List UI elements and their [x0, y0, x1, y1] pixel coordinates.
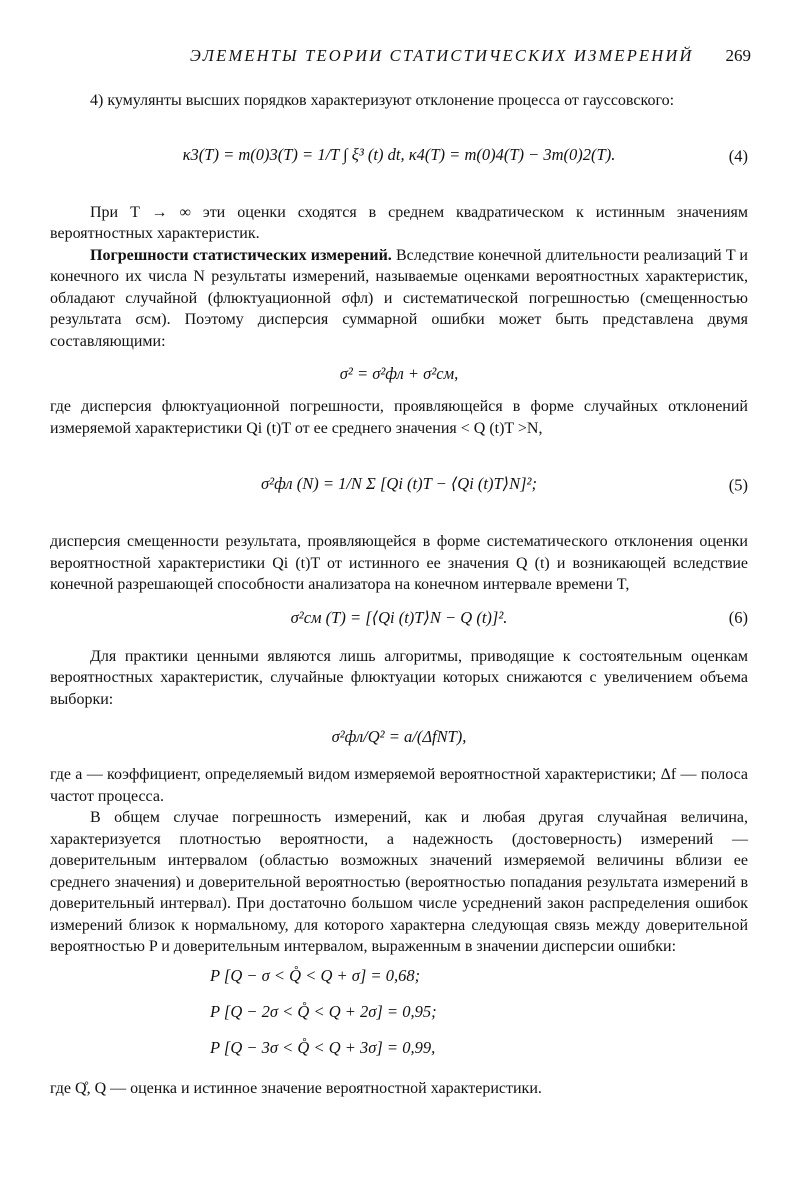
page-number: 269: [725, 46, 751, 65]
paragraph-estimate-definition: где Q̊, Q — оценка и истинное значение вероятностной характеристики.: [50, 1079, 542, 1097]
paragraph-bias-variance: дисперсия смещенности результата, проявляющейся в форме систематического отклонения оценки вероятностной характеристики Qi (t)T от истинного ее значения Q (t) и возникающей вследствие конечной разрешающей способности анализатора на конечном интервале времени T,: [50, 533, 748, 593]
formula-total-variance: σ² = σ²фл + σ²см,: [339, 364, 459, 383]
formula-4-number: (4): [728, 145, 748, 165]
paragraph-fluct-variance: где дисперсия флюктуационной погрешности, проявляющейся в форме случайных отклонений измеряемой характеристики Qi (t)T от ее среднего значения < Q (t)T >N,: [50, 398, 748, 437]
section-heading-errors: Погрешности статистических измерений.: [90, 246, 392, 264]
paragraph-coefficient: где a — коэффициент, определяемый видом измеряемой вероятностной характеристики; Δf — полоса частот процесса.: [50, 766, 748, 805]
paragraph-convergence: При T → ∞ эти оценки сходятся в среднем квадратическом к истинным значениям вероятностных характеристик.: [50, 203, 748, 242]
paragraph-errors: [50, 245, 748, 353]
probability-2sigma: P [Q − 2σ < Q̊ < Q + 2σ] = 0,95;: [210, 1001, 437, 1021]
formula-5-expression: σ²фл (N) = 1/N Σ [Qi (t)T − ⟨Qi (t)T⟩N]²;: [261, 474, 537, 493]
formula-6: [50, 596, 748, 640]
formula-5-number: (5): [728, 475, 748, 495]
running-title: ЭЛЕМЕНТЫ ТЕОРИИ СТАТИСТИЧЕСКИХ ИЗМЕРЕНИЙ: [190, 46, 694, 65]
formula-6-expression: σ²см (T) = [⟨Qi (t)T⟩N − Q (t)]².: [290, 607, 508, 627]
page-header: [190, 46, 751, 76]
paragraph-errors-body: Вследствие конечной длительности реализаций T и конечного их числа N результаты измерений, называемые оценками вероятностных характеристик, обладают случайной (флюктуационной σфл) и систематической погрешностью (смещенностью результата σсм). Поэтому дисперсия суммарной ошибки может быть представлена двумя составляющими:: [50, 246, 748, 350]
formula-5: [50, 439, 748, 531]
probability-1sigma: P [Q − σ < Q̊ < Q + σ] = 0,68;: [210, 965, 421, 985]
paragraph-algorithms: Для практики ценными являются лишь алгоритмы, приводящие к состоятельным оценкам вероятностных характеристик, случайные флюктуации которых снижаются с увеличением объема выборки:: [50, 647, 748, 708]
paragraph-confidence: В общем случае погрешность измерений, как и любая другая случайная величина, характеризуется плотностью вероятности, а надежность (достоверность) измерений — доверительным интервалом (областью возможных значений измеряемой величины вблизи ее среднего значения) и доверительной вероятностью (вероятностью попадания результата измерений в доверительный интервал). При достаточно большом числе усреднений закон распределения ошибок измерений близок к нормальному, для которого характерна следующая связь между доверительной вероятностью P и доверительным интервалом, выраженным в значении дисперсии ошибки:: [50, 809, 748, 955]
page-body: [50, 90, 748, 1099]
formula-4-expression: κ3(T) = m(0)3(T) = 1/T ∫ ξ³ (t) dt, κ4(T) = m(0)4(T) − 3m(0)2(T).: [182, 144, 616, 164]
paragraph-cumulants: 4) кумулянты высших порядков характеризуют отклонение процесса от гауссовского:: [90, 92, 675, 109]
formula-fluct-ratio: σ²фл/Q² = a/(ΔfNT),: [331, 727, 467, 746]
formula-6-number: (6): [728, 607, 748, 627]
probability-3sigma: P [Q − 3σ < Q̊ < Q + 3σ] = 0,99,: [210, 1037, 436, 1057]
formula-4: [50, 116, 748, 196]
formula-probabilities: [50, 958, 748, 1078]
